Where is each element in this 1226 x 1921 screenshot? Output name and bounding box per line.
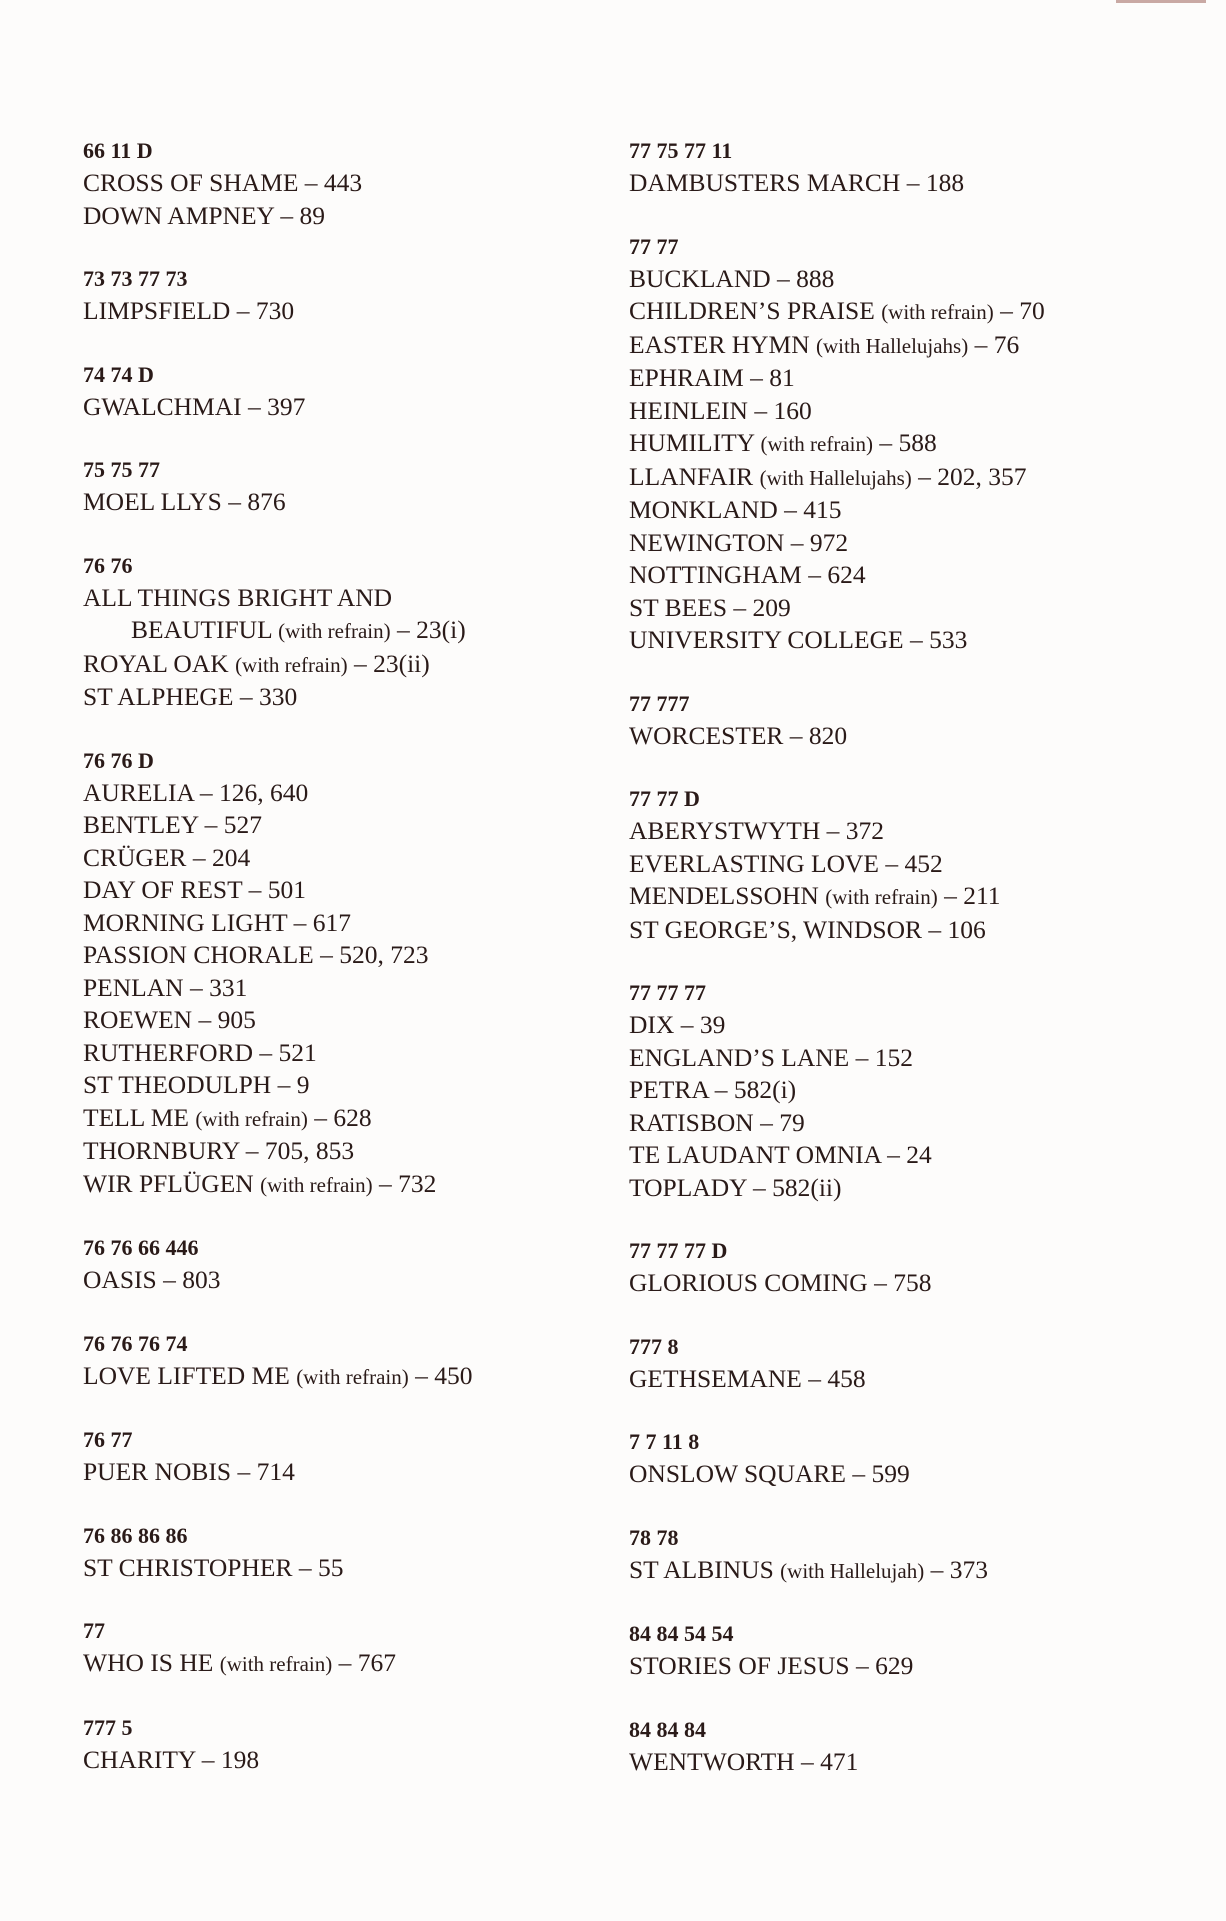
hymn-numbers: 76 bbox=[993, 329, 1020, 359]
tune-entry bbox=[629, 1074, 1209, 1107]
dash-separator: – bbox=[879, 848, 905, 878]
hymn-numbers: 732 bbox=[398, 1168, 437, 1198]
dash-separator: – bbox=[230, 296, 256, 325]
dash-separator: – bbox=[849, 1042, 875, 1072]
meter-group bbox=[629, 1426, 1209, 1491]
tune-note: (with refrain) bbox=[760, 432, 874, 456]
hymn-numbers: 443 bbox=[323, 168, 363, 197]
hymn-numbers: 9 bbox=[296, 1070, 310, 1099]
hymn-numbers: 527 bbox=[223, 810, 262, 839]
meter-heading: 66 11 D bbox=[83, 138, 153, 163]
tune-name: UNIVERSITY COLLEGE bbox=[629, 625, 904, 654]
tune-note: (with refrain) bbox=[278, 619, 391, 643]
tune-entry bbox=[629, 395, 1209, 428]
meter-group bbox=[83, 359, 603, 424]
meter-heading: 77 77 D bbox=[629, 786, 700, 811]
tune-entry bbox=[629, 624, 1209, 657]
dash-separator: – bbox=[253, 1037, 279, 1067]
hymn-numbers: 582(i) bbox=[733, 1075, 797, 1104]
tune-name: PENLAN bbox=[83, 972, 184, 1002]
tune-name: HEINLEIN bbox=[629, 395, 748, 425]
tune-entry bbox=[83, 582, 603, 615]
hymn-numbers: 888 bbox=[796, 263, 835, 293]
tune-entry bbox=[83, 295, 603, 328]
tune-entry bbox=[83, 842, 603, 875]
hymn-numbers: 803 bbox=[182, 1265, 221, 1294]
hymn-numbers: 471 bbox=[820, 1746, 859, 1776]
tune-entry bbox=[83, 777, 603, 810]
meter-heading: 78 78 bbox=[629, 1524, 679, 1550]
tune-entry bbox=[83, 167, 603, 200]
dash-separator: – bbox=[746, 1172, 773, 1202]
tune-name: STORIES OF JESUS bbox=[629, 1651, 850, 1680]
tune-entry bbox=[629, 720, 1209, 753]
dash-separator: – bbox=[193, 777, 219, 807]
meter-heading: 84 84 54 54 bbox=[629, 1621, 734, 1646]
meter-heading: 777 5 bbox=[83, 1714, 133, 1740]
tune-entry bbox=[629, 1746, 1209, 1779]
dash-separator: – bbox=[241, 391, 268, 421]
meter-heading: 7 7 11 8 bbox=[629, 1429, 700, 1454]
dash-separator: – bbox=[770, 263, 797, 293]
dash-separator: – bbox=[900, 168, 926, 197]
hymn-numbers: 758 bbox=[893, 1268, 932, 1297]
dash-separator: – bbox=[846, 1459, 872, 1488]
tune-name: ROYAL OAK bbox=[83, 648, 229, 678]
meter-heading: 75 75 77 bbox=[83, 457, 160, 482]
hymn-numbers: 373 bbox=[949, 1554, 988, 1584]
tune-entry bbox=[83, 1264, 603, 1297]
dash-separator: – bbox=[903, 625, 930, 654]
hymn-numbers: 533 bbox=[929, 625, 968, 654]
dash-separator: – bbox=[708, 1075, 734, 1104]
hymn-numbers: 211 bbox=[963, 881, 1001, 910]
tune-entry bbox=[83, 874, 603, 907]
tune-entry bbox=[83, 972, 603, 1005]
dash-separator: – bbox=[743, 363, 770, 392]
meter-group bbox=[629, 1522, 1209, 1588]
meter-heading: 77 77 77 D bbox=[629, 1238, 728, 1263]
meter-group bbox=[83, 454, 603, 519]
tune-entry bbox=[83, 648, 603, 682]
meter-heading: 77 bbox=[83, 1618, 105, 1643]
meter-group bbox=[629, 1714, 1209, 1779]
meter-group bbox=[629, 1235, 1209, 1300]
hymn-numbers: 397 bbox=[267, 391, 306, 421]
dash-separator: – bbox=[287, 907, 313, 937]
hymn-numbers: 624 bbox=[827, 560, 866, 589]
meter-heading: 76 77 bbox=[83, 1427, 133, 1452]
meter-heading: 77 77 77 bbox=[629, 980, 706, 1005]
meter-group bbox=[83, 745, 603, 1202]
tune-entry bbox=[629, 1107, 1209, 1140]
hymn-numbers: 450 bbox=[434, 1360, 473, 1390]
tune-name: BUCKLAND bbox=[629, 263, 771, 293]
hymn-numbers: 820 bbox=[808, 720, 848, 750]
tune-note: (with refrain) bbox=[219, 1652, 333, 1676]
hymn-numbers: 588 bbox=[898, 428, 937, 457]
dash-separator: – bbox=[922, 914, 948, 944]
tune-name: PETRA bbox=[629, 1075, 709, 1104]
tune-entry bbox=[629, 1172, 1209, 1205]
tune-name: ENGLAND’S LANE bbox=[629, 1042, 850, 1072]
meter-group bbox=[629, 783, 1209, 946]
hymn-numbers: 202, 357 bbox=[937, 461, 1027, 491]
hymn-numbers: 372 bbox=[845, 816, 884, 845]
tune-entry bbox=[83, 200, 603, 233]
meter-group bbox=[629, 977, 1209, 1204]
meter-group bbox=[83, 1520, 603, 1585]
tune-name: MORNING LIGHT bbox=[83, 907, 288, 937]
tune-name: ST GEORGE’S, WINDSOR bbox=[629, 914, 923, 944]
tune-entry bbox=[629, 592, 1209, 625]
meter-group bbox=[629, 135, 1209, 200]
meter-group bbox=[83, 1615, 603, 1681]
meter-heading: 73 73 77 73 bbox=[83, 266, 188, 291]
dash-separator: – bbox=[292, 1552, 318, 1582]
tune-name: CHILDREN’S PRAISE bbox=[629, 296, 875, 325]
hymn-numbers: 452 bbox=[904, 848, 943, 878]
tune-name: ST ALBINUS bbox=[629, 1554, 774, 1584]
dash-separator: – bbox=[873, 428, 899, 457]
tune-entry bbox=[629, 815, 1209, 848]
tune-name: LIMPSFIELD bbox=[83, 296, 231, 325]
dash-separator: – bbox=[753, 1107, 780, 1137]
dash-separator: – bbox=[924, 1554, 950, 1584]
tune-entry bbox=[629, 167, 1209, 200]
tune-entry bbox=[83, 391, 603, 424]
hymn-numbers: 81 bbox=[769, 363, 795, 392]
tune-name: CHARITY bbox=[83, 1744, 196, 1774]
meter-group bbox=[83, 1328, 603, 1394]
tune-entry bbox=[83, 1135, 603, 1168]
dash-separator: – bbox=[198, 810, 224, 839]
tune-entry bbox=[83, 614, 603, 648]
hymn-numbers: 23(ii) bbox=[373, 648, 430, 678]
tune-name: OASIS bbox=[83, 1265, 157, 1294]
tune-note: (with Hallelujahs) bbox=[816, 333, 969, 358]
left-column bbox=[83, 135, 603, 1807]
tune-note: (with refrain) bbox=[296, 1364, 409, 1389]
dash-separator: – bbox=[298, 168, 324, 197]
hymn-numbers: 617 bbox=[312, 907, 351, 937]
hymn-numbers: 89 bbox=[299, 200, 326, 230]
tune-entry bbox=[629, 527, 1209, 560]
tune-entry bbox=[629, 848, 1209, 881]
hymn-numbers: 126, 640 bbox=[219, 777, 309, 807]
meter-group bbox=[83, 263, 603, 328]
tune-name: WIR PFLÜGEN bbox=[83, 1168, 254, 1198]
tune-name: ONSLOW SQUARE bbox=[629, 1459, 846, 1488]
tune-name: THORNBURY bbox=[83, 1136, 240, 1165]
tune-name: ALL THINGS BRIGHT AND bbox=[83, 582, 393, 612]
hymn-numbers: 629 bbox=[875, 1651, 914, 1680]
hymn-numbers: 160 bbox=[773, 395, 812, 425]
hymn-numbers: 204 bbox=[211, 842, 251, 872]
meter-heading: 76 86 86 86 bbox=[83, 1522, 188, 1548]
tune-entry bbox=[629, 1458, 1209, 1491]
tune-entry bbox=[83, 1168, 603, 1202]
dash-separator: – bbox=[183, 972, 210, 1002]
dash-separator: – bbox=[747, 395, 774, 425]
dash-separator: – bbox=[274, 200, 300, 230]
tune-name: ABERYSTWYTH bbox=[629, 816, 821, 845]
meter-heading: 77 77 bbox=[629, 233, 679, 259]
hymn-numbers: 415 bbox=[803, 495, 842, 524]
tune-name: NOTTINGHAM bbox=[629, 560, 802, 589]
tune-entry bbox=[629, 559, 1209, 592]
hymn-numbers: 714 bbox=[256, 1457, 295, 1486]
hymn-numbers: 628 bbox=[333, 1102, 372, 1132]
tune-entry bbox=[629, 1650, 1209, 1683]
tune-note: (with Hallelujah) bbox=[780, 1558, 925, 1583]
tune-entry bbox=[83, 1037, 603, 1070]
meter-group bbox=[83, 550, 603, 714]
hymn-numbers: 152 bbox=[874, 1042, 914, 1072]
meter-group bbox=[83, 1712, 603, 1777]
hymn-numbers: 520, 723 bbox=[339, 940, 429, 969]
tune-entry bbox=[83, 907, 603, 940]
tune-name: WENTWORTH bbox=[629, 1746, 795, 1776]
tune-name: DAMBUSTERS MARCH bbox=[629, 168, 901, 197]
tune-name: WHO IS HE bbox=[83, 1648, 214, 1677]
tune-name: LOVE LIFTED ME bbox=[83, 1360, 290, 1390]
dash-separator: – bbox=[849, 1651, 876, 1680]
hymn-numbers: 730 bbox=[255, 296, 295, 325]
dash-separator: – bbox=[186, 842, 212, 872]
meter-group bbox=[83, 135, 603, 232]
tune-entry bbox=[629, 362, 1209, 395]
tune-name: RATISBON bbox=[629, 1107, 754, 1137]
tune-entry bbox=[83, 486, 603, 519]
meter-group bbox=[83, 1232, 603, 1297]
dash-separator: – bbox=[221, 487, 248, 516]
dash-separator: – bbox=[867, 1268, 894, 1297]
tune-entry bbox=[629, 1363, 1209, 1396]
dash-separator: – bbox=[937, 881, 964, 910]
meter-heading: 77 75 77 11 bbox=[629, 138, 733, 163]
dash-separator: – bbox=[239, 1136, 265, 1165]
tune-name: PASSION CHORALE bbox=[83, 940, 314, 969]
tune-entry bbox=[83, 681, 603, 714]
hymn-numbers: 501 bbox=[267, 875, 306, 904]
hymn-numbers: 79 bbox=[779, 1107, 805, 1137]
hymn-numbers: 599 bbox=[871, 1459, 910, 1488]
dash-separator: – bbox=[313, 940, 340, 969]
tune-name: DOWN AMPNEY bbox=[83, 200, 275, 230]
dash-separator: – bbox=[880, 1140, 907, 1169]
tune-name: CROSS OF SHAME bbox=[83, 168, 299, 197]
tune-name: CRÜGER bbox=[83, 842, 187, 872]
dash-separator: – bbox=[783, 720, 809, 750]
tune-entry bbox=[629, 880, 1209, 914]
meter-heading: 74 74 D bbox=[83, 361, 154, 387]
dash-separator: – bbox=[233, 682, 259, 711]
tune-entry bbox=[83, 1004, 603, 1037]
corner-mark bbox=[1116, 0, 1206, 3]
hymn-numbers: 521 bbox=[278, 1037, 317, 1067]
tune-name: ST THEODULPH bbox=[83, 1070, 272, 1099]
tune-name: HUMILITY bbox=[629, 428, 755, 457]
hymn-numbers: 106 bbox=[947, 914, 986, 944]
hymn-numbers: 39 bbox=[699, 1010, 726, 1039]
tune-name: EPHRAIM bbox=[629, 363, 744, 392]
tune-name: MENDELSSOHN bbox=[629, 881, 819, 910]
dash-separator: – bbox=[794, 1746, 821, 1776]
dash-separator: – bbox=[801, 1363, 828, 1393]
hymn-numbers: 209 bbox=[752, 592, 791, 622]
tune-name: ST CHRISTOPHER bbox=[83, 1552, 293, 1582]
meter-heading: 76 76 bbox=[83, 552, 133, 578]
tune-name: DAY OF REST bbox=[83, 875, 243, 904]
hymn-numbers: 905 bbox=[217, 1005, 256, 1034]
dash-separator: – bbox=[231, 1457, 257, 1486]
hymn-numbers: 24 bbox=[906, 1140, 932, 1169]
hymn-numbers: 55 bbox=[318, 1552, 344, 1582]
dash-separator: – bbox=[911, 461, 938, 491]
meter-group bbox=[83, 1424, 603, 1489]
tune-entry bbox=[83, 1069, 603, 1102]
tune-name: EASTER HYMN bbox=[629, 329, 810, 359]
tune-name: NEWINGTON bbox=[629, 527, 785, 557]
tune-name: LLANFAIR bbox=[629, 461, 754, 491]
tune-entry bbox=[629, 295, 1209, 329]
hymn-numbers: 188 bbox=[925, 168, 965, 197]
tune-note: (with refrain) bbox=[260, 1172, 373, 1197]
tune-entry bbox=[83, 1102, 603, 1136]
hymn-numbers: 705, 853 bbox=[264, 1136, 355, 1165]
meter-heading: 76 76 D bbox=[83, 747, 154, 773]
hymn-numbers: 70 bbox=[1019, 296, 1045, 325]
hymn-numbers: 458 bbox=[827, 1363, 866, 1393]
dash-separator: – bbox=[777, 495, 804, 524]
dash-separator: – bbox=[307, 1102, 334, 1132]
tune-entry bbox=[629, 1139, 1209, 1172]
dash-separator: – bbox=[242, 875, 268, 904]
meter-group bbox=[629, 231, 1209, 657]
dash-separator: – bbox=[347, 648, 374, 678]
dash-separator: – bbox=[993, 296, 1020, 325]
tune-entry bbox=[629, 461, 1209, 495]
tune-entry bbox=[629, 329, 1209, 363]
meter-group bbox=[629, 1331, 1209, 1396]
tune-name: TELL ME bbox=[83, 1102, 189, 1132]
hymn-numbers: 198 bbox=[220, 1744, 260, 1774]
tune-name: RUTHERFORD bbox=[83, 1037, 254, 1067]
tune-entry bbox=[629, 1009, 1209, 1042]
tune-name: TOPLADY bbox=[629, 1172, 747, 1202]
tune-entry bbox=[629, 1267, 1209, 1300]
hymn-numbers: 582(ii) bbox=[772, 1172, 842, 1202]
tune-note: (with refrain) bbox=[235, 652, 348, 677]
tune-entry bbox=[629, 263, 1209, 296]
tune-name: PUER NOBIS bbox=[83, 1457, 232, 1486]
tune-note: (with Hallelujahs) bbox=[759, 465, 912, 490]
tune-entry bbox=[83, 1360, 603, 1394]
dash-separator: – bbox=[784, 527, 810, 557]
tune-entry bbox=[629, 427, 1209, 461]
tune-name: MONKLAND bbox=[629, 495, 778, 524]
tune-name: TE LAUDANT OMNIA bbox=[629, 1140, 881, 1169]
right-column bbox=[629, 135, 1209, 1809]
tune-entry bbox=[629, 1042, 1209, 1075]
dash-separator: – bbox=[195, 1744, 221, 1774]
dash-separator: – bbox=[968, 329, 994, 359]
hymn-numbers: 767 bbox=[357, 1648, 396, 1677]
metrical-index-page bbox=[0, 135, 1226, 1895]
dash-separator: – bbox=[408, 1360, 435, 1390]
tune-name: BEAUTIFUL bbox=[131, 615, 272, 644]
dash-separator: – bbox=[727, 592, 753, 622]
meter-heading: 77 777 bbox=[629, 690, 690, 716]
tune-note: (with refrain) bbox=[881, 300, 994, 324]
hymn-numbers: 331 bbox=[209, 972, 248, 1002]
tune-note: (with refrain) bbox=[195, 1106, 308, 1131]
meter-heading: 76 76 76 74 bbox=[83, 1330, 188, 1356]
tune-entry bbox=[83, 939, 603, 972]
tune-name: ROEWEN bbox=[83, 1005, 193, 1034]
tune-entry bbox=[629, 494, 1209, 527]
dash-separator: – bbox=[390, 615, 417, 644]
tune-name: GWALCHMAI bbox=[83, 391, 242, 421]
tune-note: (with refrain) bbox=[825, 885, 938, 909]
meter-heading: 84 84 84 bbox=[629, 1716, 706, 1742]
tune-name: GLORIOUS COMING bbox=[629, 1268, 868, 1297]
dash-separator: – bbox=[271, 1070, 297, 1099]
tune-entry bbox=[629, 914, 1209, 947]
hymn-numbers: 972 bbox=[809, 527, 849, 557]
tune-entry bbox=[83, 1552, 603, 1585]
tune-entry bbox=[629, 1554, 1209, 1588]
meter-group bbox=[629, 1618, 1209, 1683]
hymn-numbers: 876 bbox=[247, 487, 286, 516]
tune-name: WORCESTER bbox=[629, 720, 784, 750]
tune-name: ST BEES bbox=[629, 592, 728, 622]
dash-separator: – bbox=[372, 1168, 399, 1198]
tune-entry bbox=[83, 1647, 603, 1681]
meter-group bbox=[629, 688, 1209, 753]
tune-entry bbox=[83, 1744, 603, 1777]
tune-name: ST ALPHEGE bbox=[83, 682, 234, 711]
dash-separator: – bbox=[820, 816, 846, 845]
tune-name: EVERLASTING LOVE bbox=[629, 848, 880, 878]
tune-entry bbox=[83, 809, 603, 842]
tune-name: AURELIA bbox=[83, 777, 194, 807]
dash-separator: – bbox=[332, 1648, 358, 1677]
tune-name: BENTLEY bbox=[83, 810, 199, 839]
meter-heading: 777 8 bbox=[629, 1333, 679, 1359]
dash-separator: – bbox=[801, 560, 828, 589]
tune-entry bbox=[83, 1456, 603, 1489]
tune-name: GETHSEMANE bbox=[629, 1363, 802, 1393]
hymn-numbers: 23(i) bbox=[416, 615, 466, 644]
tune-name: MOEL LLYS bbox=[83, 487, 222, 516]
hymn-numbers: 330 bbox=[258, 682, 298, 711]
dash-separator: – bbox=[156, 1265, 183, 1294]
dash-separator: – bbox=[192, 1005, 218, 1034]
meter-heading: 76 76 66 446 bbox=[83, 1235, 199, 1260]
tune-name: DIX bbox=[629, 1010, 675, 1039]
dash-separator: – bbox=[674, 1010, 700, 1039]
